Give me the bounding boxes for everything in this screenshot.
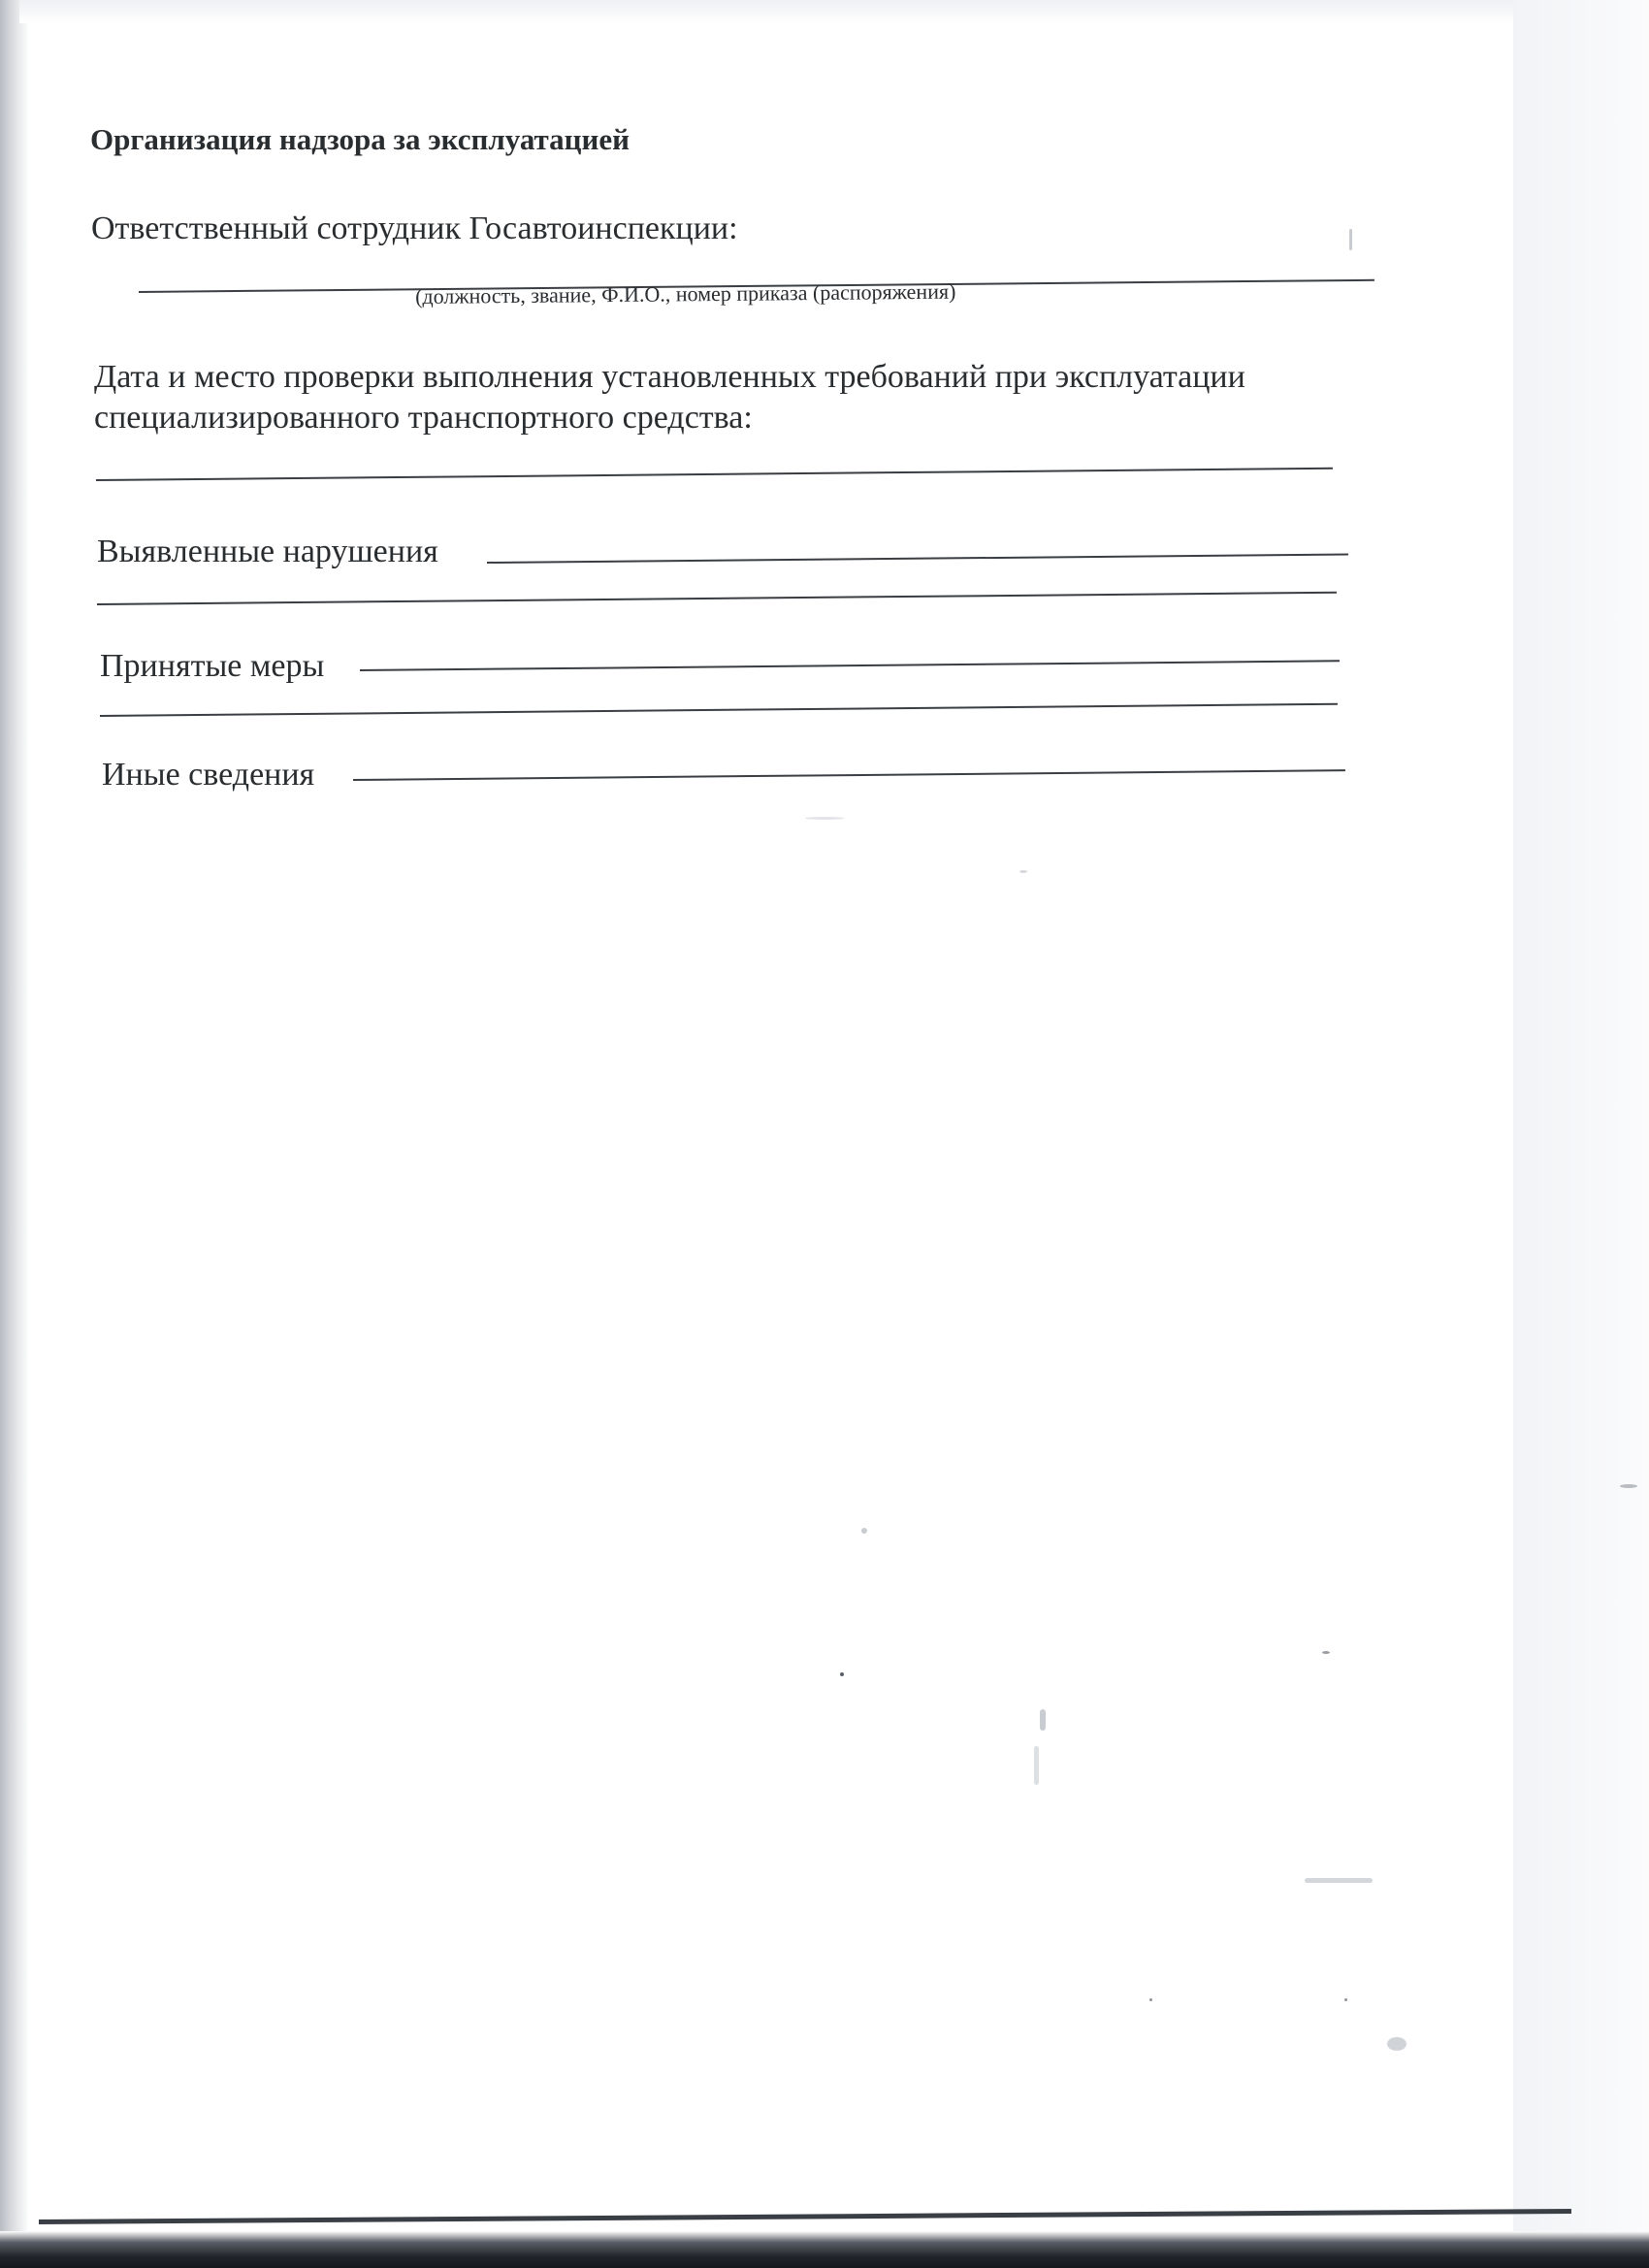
scan-speck: [1305, 1878, 1373, 1883]
measures-line-1[interactable]: [360, 660, 1340, 670]
scan-speck: [805, 817, 844, 820]
scan-speck: [1344, 1998, 1347, 2001]
scan-speck: [1019, 870, 1027, 873]
scan-speck: [840, 1672, 844, 1676]
scan-speck: [1040, 1709, 1046, 1731]
violations-line-2[interactable]: [97, 592, 1337, 605]
scan-top-shadow: [19, 0, 1513, 23]
responsible-officer-hint: (должность, звание, Ф.И.О., номер приказа (распоряжения): [415, 278, 956, 308]
responsible-officer-label: Ответственный сотрудник Госавтоинспекции:: [91, 211, 738, 246]
scan-speck: [861, 1528, 867, 1534]
scan-bottom-edge: [39, 2209, 1571, 2224]
scan-speck: [1034, 1746, 1039, 1785]
scan-speck: [1349, 229, 1352, 250]
measures-label: Принятые меры: [100, 648, 325, 684]
other-info-line[interactable]: [353, 769, 1345, 780]
violations-label: Выявленные нарушения: [97, 534, 438, 569]
scan-speck: [1387, 2037, 1406, 2051]
scan-bottom-bar: [0, 2231, 1649, 2268]
measures-line-2[interactable]: [100, 703, 1338, 717]
form-title: Организация надзора за эксплуатацией: [90, 122, 630, 156]
violations-line-1[interactable]: [487, 553, 1348, 563]
other-info-label: Иные сведения: [102, 757, 315, 793]
inspection-answer-line[interactable]: [96, 468, 1333, 481]
inspection-label-line1: Дата и место проверки выполнения установленных требований при эксплуатации: [94, 359, 1245, 395]
scan-left-shadow: [0, 0, 29, 2268]
scan-speck: [1322, 1651, 1330, 1654]
inspection-label-line2: специализированного транспортного средства:: [94, 400, 753, 436]
scan-speck: [1149, 1998, 1152, 2001]
scan-speck: [1620, 1484, 1637, 1488]
scan-right-edge: [1513, 0, 1649, 2268]
